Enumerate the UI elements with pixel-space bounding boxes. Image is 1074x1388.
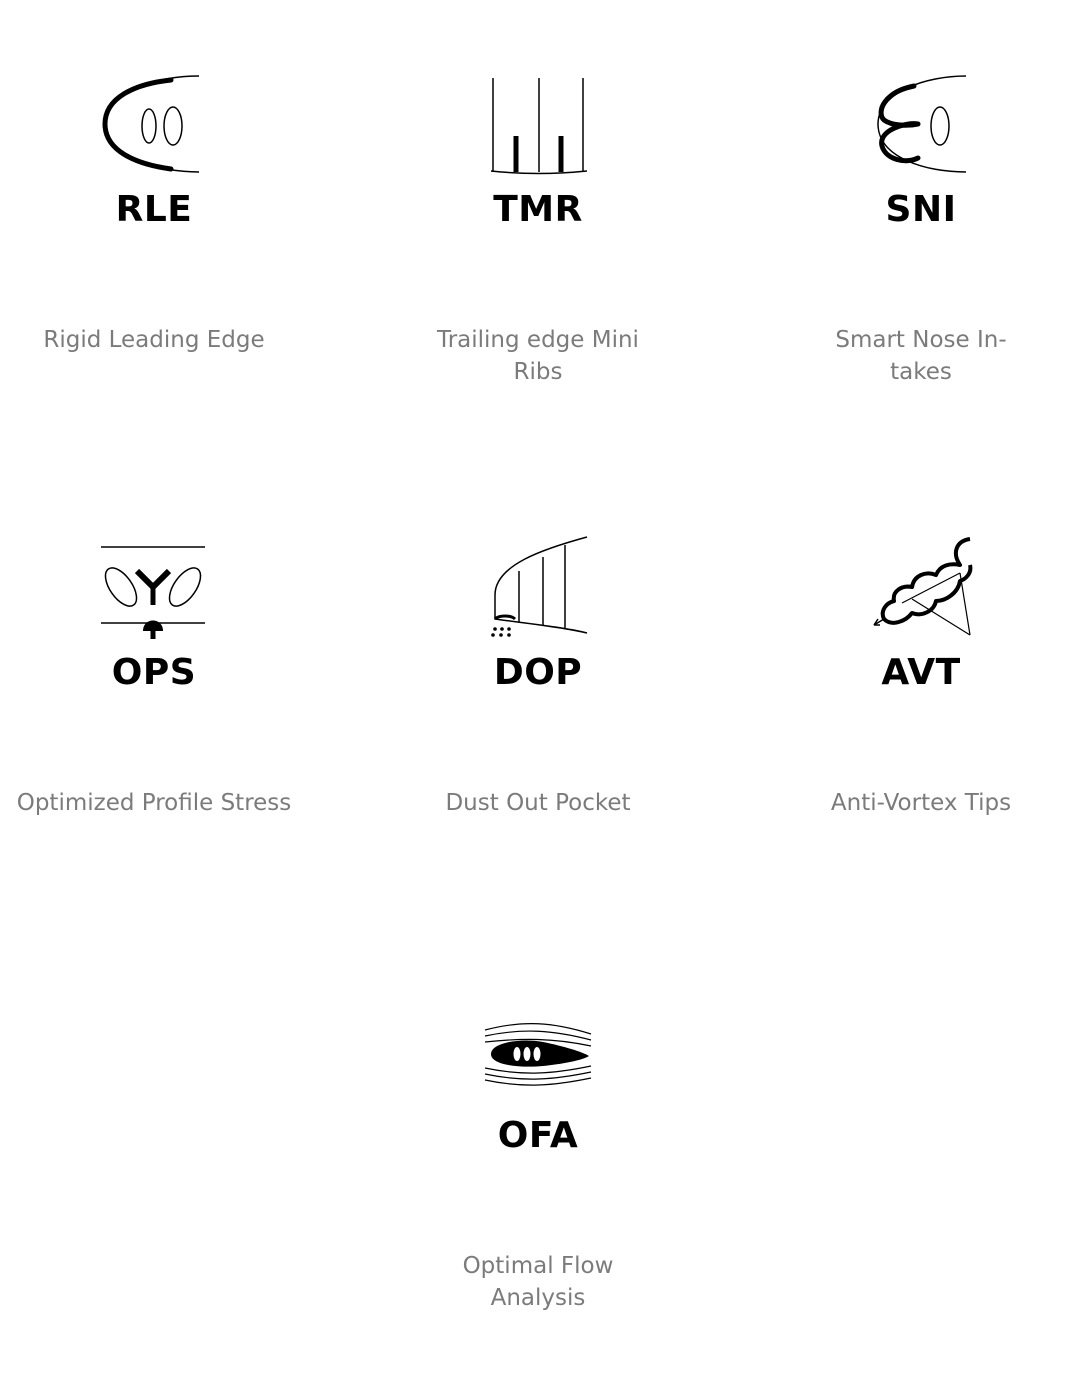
feature-ofa bbox=[388, 998, 688, 1314]
feature-description: Rigid Leading Edge bbox=[43, 327, 265, 353]
feature-description: Trailing edge Mini Ribs bbox=[437, 327, 639, 385]
anti-vortex-tips-icon bbox=[866, 535, 976, 645]
feature-code: AVT bbox=[881, 652, 961, 693]
feature-avt bbox=[771, 535, 1071, 819]
feature-code: DOP bbox=[493, 652, 583, 693]
trailing-edge-mini-ribs-icon bbox=[483, 72, 593, 182]
feature-description: Smart Nose In-takes bbox=[835, 327, 1007, 385]
feature-code: SNI bbox=[885, 189, 957, 230]
optimized-profile-stress-icon bbox=[99, 535, 209, 645]
rigid-leading-edge-icon bbox=[99, 72, 209, 182]
feature-code: TMR bbox=[493, 189, 583, 230]
feature-dop bbox=[388, 535, 688, 819]
feature-description: Dust Out Pocket bbox=[445, 790, 631, 816]
feature-description: Anti-Vortex Tips bbox=[830, 790, 1012, 816]
optimal-flow-analysis-icon bbox=[483, 998, 593, 1108]
feature-tmr bbox=[388, 72, 688, 388]
feature-code: RLE bbox=[115, 189, 193, 230]
feature-rle bbox=[4, 72, 304, 356]
feature-description: Optimized Profile Stress bbox=[16, 790, 292, 816]
feature-code: OFA bbox=[497, 1115, 579, 1156]
feature-sni bbox=[771, 72, 1071, 388]
feature-ops bbox=[4, 535, 304, 819]
feature-code: OPS bbox=[111, 652, 197, 693]
dust-out-pocket-icon bbox=[483, 535, 593, 645]
smart-nose-intakes-icon bbox=[866, 72, 976, 182]
feature-description: Optimal Flow Analysis bbox=[462, 1253, 614, 1311]
